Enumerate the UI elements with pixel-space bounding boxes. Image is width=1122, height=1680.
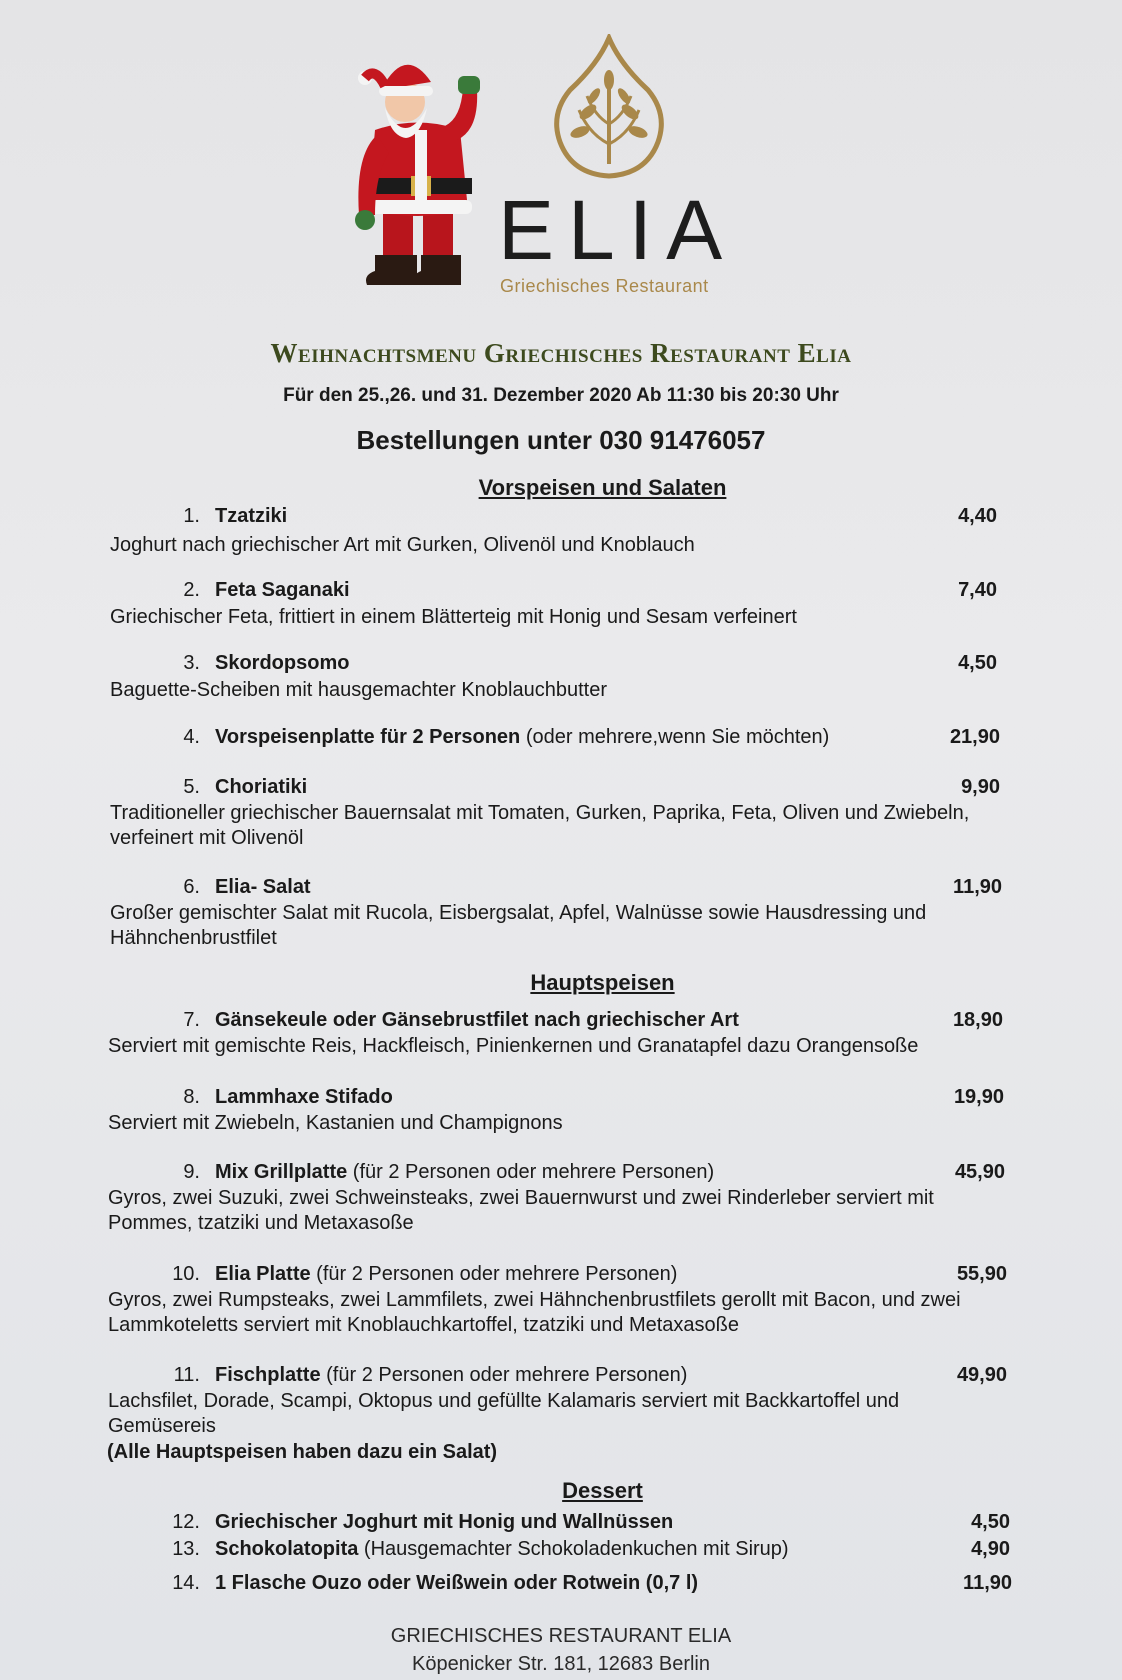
- menu-item-price: 9,90: [961, 776, 1000, 798]
- menu-item-number: 2.: [183, 579, 200, 601]
- menu-item-number: 10.: [172, 1263, 200, 1285]
- menu-item: [0, 1538, 1122, 1562]
- section-heading-mains: Hauptspeisen: [530, 970, 675, 995]
- menu-item-header: [0, 1572, 1122, 1596]
- menu-item: [0, 726, 1122, 750]
- service-dates: Für den 25.,26. und 31. Dezember 2020 Ab 11:30 bis 20:30 Uhr: [283, 385, 839, 406]
- menu-item-title: Choriatiki: [215, 776, 308, 798]
- menu-item-number: 6.: [183, 876, 200, 898]
- menu-item: [0, 579, 1122, 628]
- menu-item-note: (für 2 Personen oder mehrere Personen): [347, 1161, 715, 1183]
- menu-item-header: [0, 876, 1122, 900]
- menu-item-name: [215, 776, 307, 799]
- menu-item-price: 7,40: [958, 579, 997, 601]
- menu-item-number: 12.: [172, 1511, 200, 1533]
- menu-item-title: Elia- Salat: [215, 876, 311, 898]
- menu-item-description: Joghurt nach griechischer Art mit Gurken, Olivenöl und Knoblauch: [110, 534, 695, 556]
- olive-tree-emblem-icon: [548, 34, 670, 179]
- menu-item-name: [215, 505, 287, 528]
- brand-subtitle: Griechisches Restaurant: [500, 276, 709, 296]
- menu-item-note: (für 2 Personen oder mehrere Personen): [310, 1263, 678, 1285]
- menu-item-number: 1.: [183, 505, 200, 527]
- menu-item-header: [0, 1511, 1122, 1535]
- menu-item-note: (Hausgemachter Schokoladenkuchen mit Sirup): [358, 1538, 789, 1560]
- menu-item: [0, 1572, 1122, 1596]
- menu-item-name: [215, 1538, 789, 1561]
- menu-item-description: Gyros, zwei Rumpsteaks, zwei Lammfilets, zwei Hähnchenbrustfilets gerollt mit Bacon, und zwei Lammkoteletts serviert mit Knoblauchkartoffel, tzatziki und Metaxasoße: [108, 1289, 961, 1336]
- menu-item-header: [0, 1086, 1122, 1110]
- menu-item-title: Mix Grillplatte: [215, 1161, 348, 1183]
- menu-item-price: 4,90: [971, 1538, 1010, 1560]
- menu-item-description: Traditioneller griechischer Bauernsalat mit Tomaten, Gurken, Paprika, Feta, Oliven und Zwiebeln, verfeinert mit Olivenöl: [110, 802, 970, 849]
- menu-item-name: [215, 726, 829, 749]
- menu-item: [0, 1511, 1122, 1535]
- menu-item-description: Serviert mit Zwiebeln, Kastanien und Champignons: [108, 1112, 563, 1134]
- menu-item-name: [215, 652, 349, 675]
- menu-item-name: [215, 1009, 739, 1032]
- menu-item-header: [0, 1538, 1122, 1562]
- menu-item-title: Schokolatopita: [215, 1538, 359, 1560]
- menu-item: [0, 505, 1122, 556]
- order-phone: Bestellungen unter 030 91476057: [356, 425, 766, 455]
- menu-item-number: 5.: [183, 776, 200, 798]
- menu-item-description: Griechischer Feta, frittiert in einem Blätterteig mit Honig und Sesam verfeinert: [110, 606, 797, 628]
- menu-item-price: 49,90: [956, 1364, 1007, 1386]
- menu-item-description: Serviert mit gemischte Reis, Hackfleisch, Pinienkernen und Granatapfel dazu Orangensoße: [108, 1035, 919, 1057]
- menu-item-header: [0, 1009, 1122, 1033]
- menu-item-header: [0, 1364, 1122, 1388]
- menu-item: [0, 652, 1122, 701]
- menu-item: [0, 776, 1122, 849]
- menu-item-title: Elia Platte: [215, 1263, 311, 1285]
- menu-item-title: 1 Flasche Ouzo oder Weißwein oder Rotwein (0,7 l): [215, 1572, 699, 1594]
- menu-item-price: 45,90: [954, 1161, 1005, 1183]
- section-heading-dessert: Dessert: [562, 1478, 643, 1503]
- menu-item-header: [0, 1161, 1122, 1185]
- menu-item-price: 21,90: [949, 726, 1000, 748]
- brand-name: ELIA: [498, 183, 737, 277]
- menu-item-number: 9.: [183, 1161, 200, 1183]
- footer-restaurant-name: GRIECHISCHES RESTAURANT ELIA: [390, 1625, 732, 1647]
- menu-item: [0, 1009, 1122, 1057]
- menu-item: [0, 1161, 1122, 1234]
- mains-salad-note: (Alle Hauptspeisen haben dazu ein Salat): [107, 1441, 498, 1463]
- menu-item: [0, 1263, 1122, 1336]
- menu-item-description: Großer gemischter Salat mit Rucola, Eisbergsalat, Apfel, Walnüsse sowie Hausdressing und Hähnchenbrustfilet: [110, 902, 927, 949]
- menu-item-name: [215, 1364, 687, 1387]
- menu-item-name: [215, 1161, 714, 1184]
- menu-item-header: [0, 1263, 1122, 1287]
- menu-item-number: 7.: [183, 1009, 200, 1031]
- menu-item-description: Gyros, zwei Suzuki, zwei Schweinsteaks, zwei Bauernwurst und zwei Rinderleber serviert mit Pommes, tzatziki und Metaxasoße: [108, 1187, 934, 1234]
- menu-title: Weihnachtsmenu Griechisches Restaurant Elia: [270, 338, 852, 368]
- menu-item-number: 4.: [183, 726, 200, 748]
- menu-item-name: [215, 1511, 673, 1534]
- menu-item-header: [0, 726, 1122, 750]
- menu-item: [0, 1086, 1122, 1134]
- menu-item-note: (für 2 Personen oder mehrere Personen): [320, 1364, 688, 1386]
- menu-item-title: Skordopsomo: [215, 652, 350, 674]
- menu-item: [0, 876, 1122, 949]
- menu-item-description: Lachsfilet, Dorade, Scampi, Oktopus und gefüllte Kalamaris serviert mit Backkartoffel und Gemüsereis: [108, 1390, 900, 1437]
- menu-item-note: (oder mehrere,wenn Sie möchten): [520, 726, 830, 748]
- menu-item-price: 4,50: [971, 1511, 1010, 1533]
- menu-item-number: 11.: [173, 1364, 200, 1386]
- menu-item-name: [215, 1263, 677, 1286]
- menu-item-header: [0, 579, 1122, 603]
- menu-item-number: 14.: [172, 1572, 200, 1594]
- menu-item-price: 19,90: [953, 1086, 1004, 1108]
- menu-item-number: 13.: [172, 1538, 200, 1560]
- menu-item-name: [215, 876, 311, 899]
- menu-item-header: [0, 776, 1122, 800]
- menu-item-description: Baguette-Scheiben mit hausgemachter Knoblauchbutter: [110, 679, 607, 701]
- menu-item-title: Feta Saganaki: [215, 579, 350, 601]
- footer-address: Köpenicker Str. 181, 12683 Berlin: [412, 1653, 710, 1675]
- menu-item-title: Griechischer Joghurt mit Honig und Wallnüssen: [215, 1511, 674, 1533]
- menu-item-header: [0, 652, 1122, 676]
- menu-item-title: Gänsekeule oder Gänsebrustfilet nach griechischer Art: [215, 1009, 739, 1031]
- menu-item-name: [215, 1086, 393, 1109]
- menu-item: [0, 1364, 1122, 1437]
- menu-item-title: Tzatziki: [215, 505, 288, 527]
- menu-item-name: [215, 1572, 698, 1595]
- menu-item-price: 4,40: [958, 505, 997, 527]
- menu-item-number: 8.: [183, 1086, 200, 1108]
- menu-item-name: [215, 579, 350, 602]
- menu-item-price: 4,50: [958, 652, 997, 674]
- menu-item-title: Lammhaxe Stifado: [215, 1086, 393, 1108]
- santa-claus-illustration: [345, 50, 495, 295]
- section-heading-starters: Vorspeisen und Salaten: [478, 475, 727, 500]
- menu-item-title: Fischplatte: [215, 1364, 321, 1386]
- menu-item-price: 11,90: [963, 1572, 1012, 1594]
- menu-item-number: 3.: [183, 652, 200, 674]
- menu-item-price: 55,90: [956, 1263, 1007, 1285]
- menu-item-price: 11,90: [953, 876, 1002, 898]
- menu-item-price: 18,90: [952, 1009, 1003, 1031]
- menu-item-header: [0, 505, 1122, 529]
- menu-item-title: Vorspeisenplatte für 2 Personen: [215, 726, 521, 748]
